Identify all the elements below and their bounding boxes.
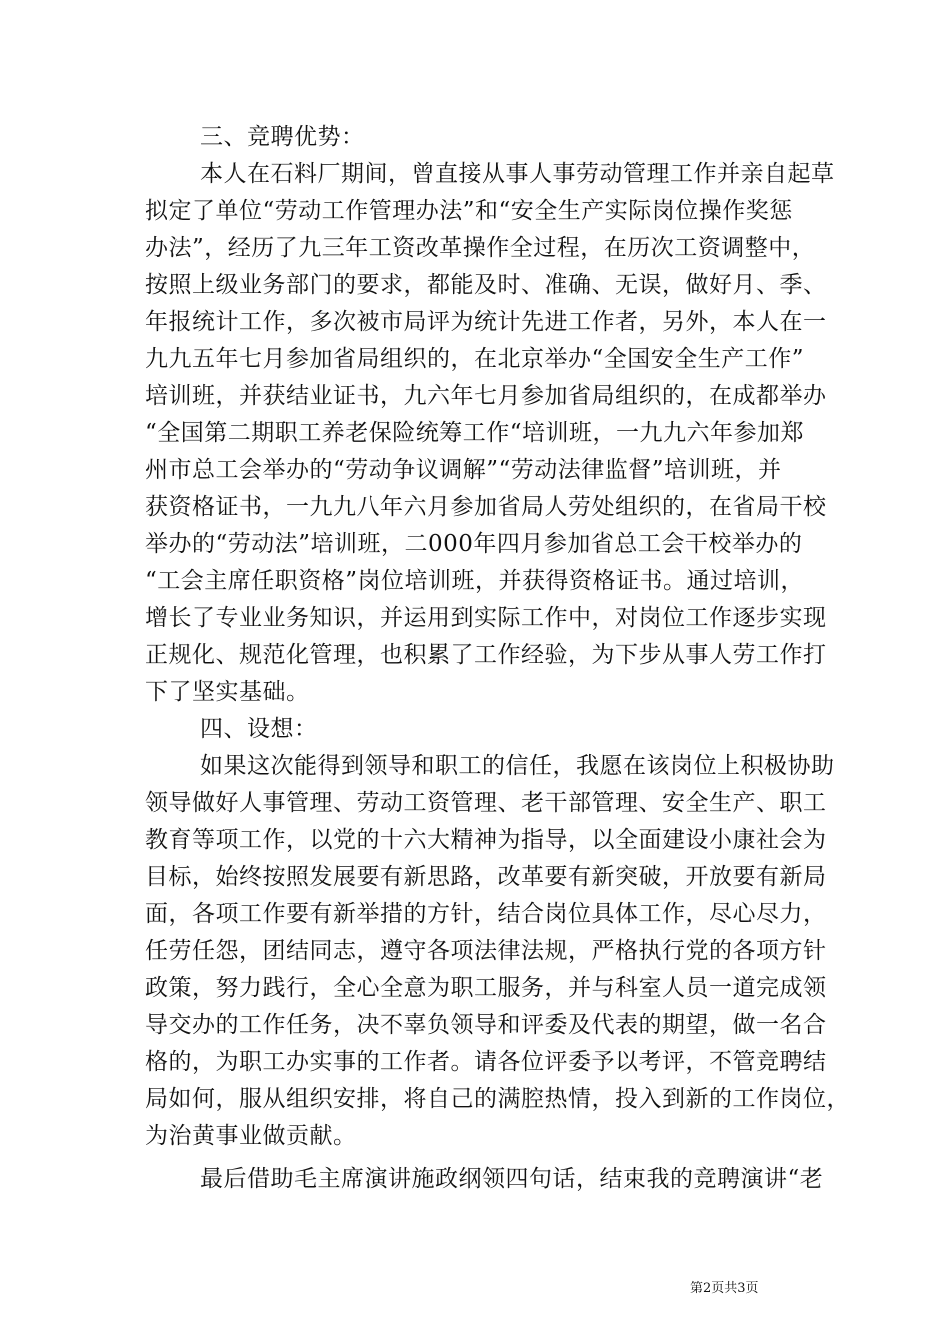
paragraph-line: 拟定了单位“劳动工作管理办法”和“安全生产实际岗位操作奖惩 [145,198,793,224]
paragraph-line: 九九五年七月参加省局组织的，在北京举办“全国安全生产工作” [145,346,805,372]
paragraph-line: 为治黄事业做贡献。 [145,1123,357,1149]
paragraph-line: 最后借助毛主席演讲施政纲领四句话，结束我的竞聘演讲“老 [200,1166,824,1192]
paragraph-line: “全国第二期职工养老保险统筹工作“培训班，一九九六年参加郑 [145,420,805,446]
page-number-footer: 第2页共3页 [690,1281,759,1296]
paragraph-line: 领导做好人事管理、劳动工资管理、老干部管理、安全生产、职工 [145,790,827,816]
paragraph-line: 格的，为职工办实事的工作者。请各位评委予以考评，不管竞聘结 [145,1049,827,1075]
heading-competition-advantages: 三、竞聘优势： [200,124,365,150]
paragraph-line: 办法”，经历了九三年工资改革操作全过程，在历次工资调整中， [145,235,816,261]
heading-ideas: 四、设想： [200,716,318,742]
paragraph-line: 导交办的工作任务，决不辜负领导和评委及代表的期望，做一名合 [145,1012,827,1038]
paragraph-line: 州市总工会举办的“劳动争议调解”“劳动法律监督”培训班，并 [145,457,782,483]
paragraph-line: 培训班，并获结业证书，九六年七月参加省局组织的，在成都举办 [145,383,827,409]
paragraph-line: “工会主席任职资格”岗位培训班，并获得资格证书。通过培训， [145,568,805,594]
paragraph-line: 获资格证书，一九九八年六月参加省局人劳处组织的，在省局干校 [145,494,827,520]
paragraph-line: 本人在石料厂期间，曾直接从事人事劳动管理工作并亲自起草 [200,161,835,187]
paragraph-line: 面，各项工作要有新举措的方针，结合岗位具体工作，尽心尽力， [145,901,827,927]
paragraph-line: 下了坚实基础。 [145,679,310,705]
paragraph-line: 如果这次能得到领导和职工的信任，我愿在该岗位上积极协助 [200,753,835,779]
paragraph-line: 举办的“劳动法”培训班，二000年四月参加省总工会干校举办的 [145,531,803,557]
paragraph-line: 按照上级业务部门的要求，都能及时、准确、无误，做好月、季、 [145,272,827,298]
paragraph-line: 增长了专业业务知识，并运用到实际工作中，对岗位工作逐步实现 [145,605,827,631]
paragraph-line: 局如何，服从组织安排，将自己的满腔热情，投入到新的工作岗位， [145,1086,850,1112]
paragraph-line: 任劳任怨，团结同志，遵守各项法律法规，严格执行党的各项方针 [145,938,827,964]
paragraph-line: 目标，始终按照发展要有新思路，改革要有新突破，开放要有新局 [145,864,827,890]
paragraph-line: 教育等项工作，以党的十六大精神为指导，以全面建设小康社会为 [145,827,827,853]
paragraph-line: 年报统计工作，多次被市局评为统计先进工作者，另外，本人在一 [145,309,827,335]
paragraph-line: 正规化、规范化管理，也积累了工作经验，为下步从事人劳工作打 [145,642,827,668]
paragraph-line: 政策，努力践行，全心全意为职工服务，并与科室人员一道完成领 [145,975,827,1001]
